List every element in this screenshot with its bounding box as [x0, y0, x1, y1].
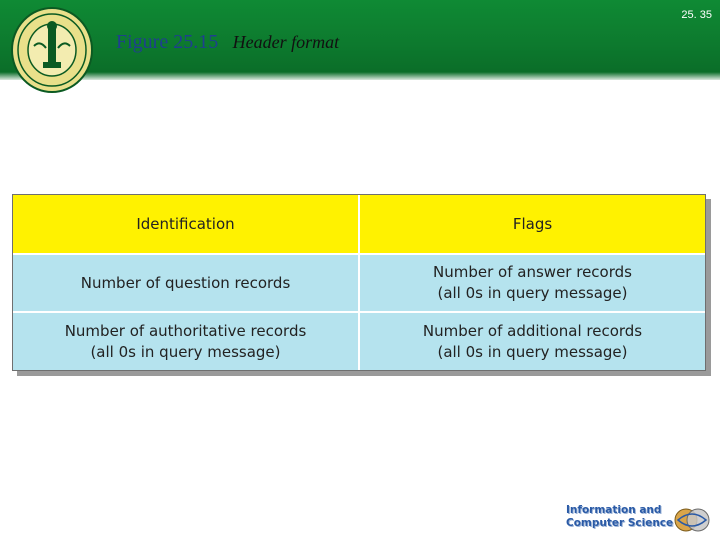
cell-note: (all 0s in query message) [90, 342, 281, 361]
page-title [116, 31, 339, 54]
cell-line: Number of additional records [422, 321, 643, 340]
cell-text [65, 321, 307, 363]
additional-records-field [358, 313, 705, 370]
cell-text [433, 262, 632, 304]
figure-label: Figure 25.15 [116, 31, 219, 53]
cell-note: (all 0s in query message) [437, 342, 628, 361]
footer-line-2: Computer Science [566, 517, 674, 529]
footer-logo [566, 504, 712, 536]
flags-field [358, 195, 705, 253]
identification-field [13, 195, 358, 253]
footer-logo-text [566, 504, 678, 530]
question-records-field [13, 255, 358, 311]
header-band [0, 0, 720, 80]
footer-line-1: Information and [566, 504, 662, 516]
cell-line: Number of authoritative records [64, 321, 307, 340]
cell-note: (all 0s in query message) [437, 284, 628, 302]
university-seal-icon [10, 6, 94, 94]
figure-caption: Header format [232, 32, 340, 52]
cell-text: Identification [136, 214, 235, 233]
cell-text [423, 321, 642, 363]
diagram-row-2 [13, 255, 705, 311]
authoritative-records-field [13, 313, 358, 370]
answer-records-field [358, 255, 705, 311]
diagram-row-1 [13, 195, 705, 253]
cell-text: Flags [512, 214, 553, 233]
cell-text: Number of question records [80, 273, 291, 292]
ics-badge-icon [672, 504, 712, 536]
cell-line: Number of answer records [433, 263, 632, 281]
diagram-row-3 [13, 313, 705, 370]
header-format-diagram [12, 194, 706, 371]
slide-number: 25. 35 [681, 9, 712, 21]
